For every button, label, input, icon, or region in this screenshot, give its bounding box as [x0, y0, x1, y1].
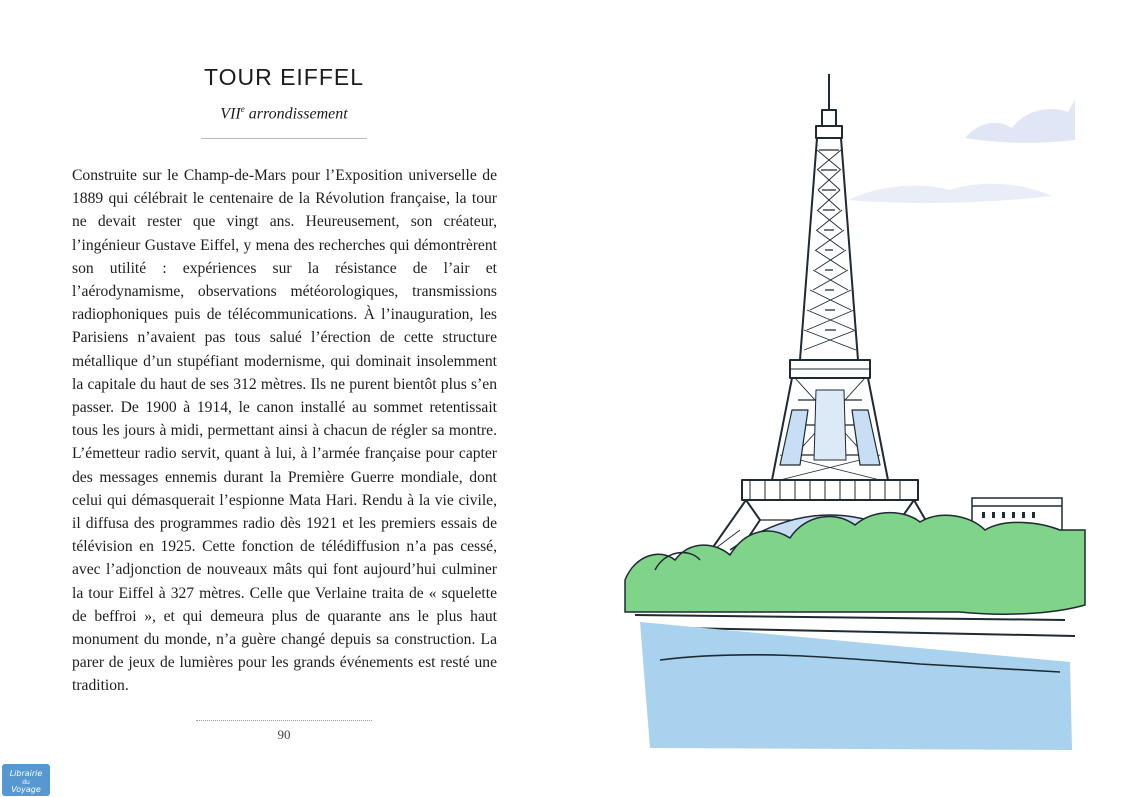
body-text — [72, 164, 497, 698]
logo-text-line3: Voyage — [11, 785, 41, 794]
body-paragraph: Construite sur le Champ-de-Mars pour l’Exposition universelle de 1889 qui célébrait le centenaire de la Révolution française, la tour ne devait rester que vingt ans. Heureusement, son créateur, l’ingénieur Gustave Eiffel, y mena des recherches qui démontrèrent son utilité : expériences sur la résistance de l’air et l’aérodynamisme, observations météorologiques, transmissions radiophoniques puis de télécommunications. À l’inauguration, les Parisiens n’avaient pas tous salué l’érection de cette structure métallique d’un stupéfiant modernisme, qui dominait insolemment la capitale du haut de ses 312 mètres. Ils ne purent bientôt plus s’en passer. De 1900 à 1914, le canon installé au sommet retentissait tous les jours à midi, permettant ainsi à chacun de régler sa montre. L’émetteur radio servit, quant à lui, à l’armée française pour capter des messages ennemis durant la Première Guerre mondiale, dont celui qui démasquerait l’espionne Mata Hari. Rendu à la vie civile, il diffusa des programmes radio dès 1921 et les premiers essais de télévision en 1925. Cette fonction de télédiffusion n’a pas cessé, avec l’adjonction de nouveaux mâts qui font aujourd’hui culminer la tour Eiffel à 327 mètres. Celle que Verlaine traita de « squelette de beffroi », et qui demeura plus de quarante ans le plus haut monument du monde, n’a guère changé depuis sa construction. La parer de jeux de lumières pour les grands événements est resté une tradition. — [72, 167, 497, 695]
eiffel-tower-illustration — [620, 60, 1090, 760]
quay-line — [635, 615, 1065, 620]
cloud-icon — [965, 100, 1075, 143]
left-page — [0, 0, 560, 797]
trees — [625, 513, 1085, 615]
subtitle-rest: arrondissement — [244, 105, 348, 123]
cloud-wisp — [848, 184, 1052, 203]
river-seine — [640, 622, 1072, 750]
eiffel-tower-icon — [690, 74, 960, 580]
subtitle-roman: VII — [220, 105, 241, 123]
logo-text-line2: du — [22, 779, 30, 786]
subtitle-superscript: e — [240, 104, 245, 114]
page-title: TOUR EIFFEL — [203, 64, 365, 90]
page-subtitle — [72, 104, 496, 123]
footer-divider — [196, 720, 372, 721]
logo-text-line1: Librairie — [9, 769, 43, 778]
page-number: 90 — [277, 727, 291, 742]
librairie-du-voyage-logo — [2, 764, 50, 796]
title-divider — [201, 138, 367, 139]
